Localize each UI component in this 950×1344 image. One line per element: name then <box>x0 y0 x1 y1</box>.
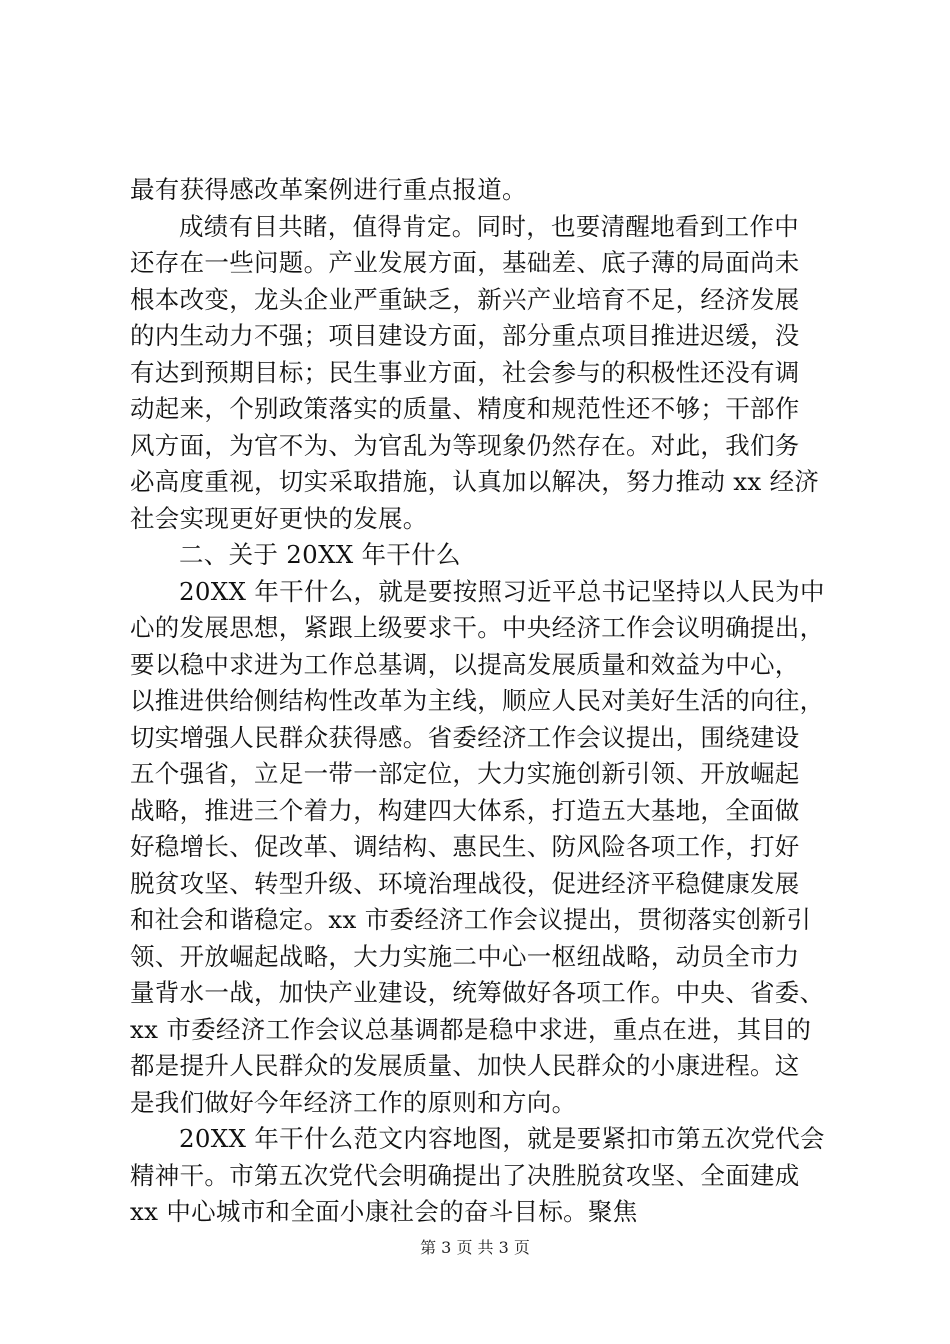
text-line: 脱贫攻坚、转型升级、环境治理战役，促进经济平稳健康发展 <box>130 868 800 898</box>
text-line: 要以稳中求进为工作总基调，以提高发展质量和效益为中心， <box>130 649 800 679</box>
text-line: 是我们做好今年经济工作的原则和方向。 <box>130 1087 577 1117</box>
text-line: 以推进供给侧结构性改革为主线，顺应人民对美好生活的向往， <box>130 686 825 715</box>
document-body <box>130 172 830 1231</box>
text-line: 动起来，个别政策落实的质量、精度和规范性还不够；干部作 <box>130 394 800 423</box>
text-line: 有达到预期目标；民生事业方面，社会参与的积极性还没有调 <box>130 357 800 387</box>
text-line: 的内生动力不强；项目建设方面，部分重点项目推进迟缓，没 <box>130 321 800 350</box>
text-line: 成绩有目共睹，值得肯定。同时，也要清醒地看到工作中 <box>179 211 799 241</box>
text-line: 五个强省，立足一带一部定位，大力实施创新引领、开放崛起 <box>130 759 800 788</box>
text-line: 量背水一战，加快产业建设，统筹做好各项工作。中央、省委、 <box>130 978 825 1007</box>
text-line: 20XX 年干什么，就是要按照习近平总书记坚持以人民为中 <box>179 576 825 606</box>
text-line: 必高度重视，切实采取措施，认真加以解决，努力推动 xx 经济 <box>130 467 820 496</box>
text-line: 好稳增长、促改革、调结构、惠民生、防风险各项工作，打好 <box>130 832 800 861</box>
text-line: 战略，推进三个着力，构建四大体系，打造五大基地，全面做 <box>130 795 800 825</box>
text-line: 还存在一些问题。产业发展方面，基础差、底子薄的局面尚未 <box>130 248 800 277</box>
text-line: 和社会和谐稳定。xx 市委经济工作会议提出，贯彻落实创新引 <box>130 905 812 934</box>
text-line: 切实增强人民群众获得感。省委经济工作会议提出，围绕建设 <box>130 722 800 752</box>
text-line: 根本改变，龙头企业严重缺乏，新兴产业培育不足，经济发展 <box>130 284 800 314</box>
text-line: 最有获得感改革案例进行重点报道。 <box>130 175 527 204</box>
text-line: 领、开放崛起战略，大力实施二中心一枢纽战略，动员全市力 <box>130 941 800 971</box>
page-number: 第 3 页 共 3 页 <box>420 1238 530 1257</box>
text-line: 精神干。市第五次党代会明确提出了决胜脱贫攻坚、全面建成 <box>130 1160 800 1190</box>
text-line: 社会实现更好更快的发展。 <box>130 503 428 533</box>
section-heading: 二、关于 20XX 年干什么 <box>179 540 461 569</box>
text-line: 20XX 年干什么范文内容地图，就是要紧扣市第五次党代会 <box>179 1124 825 1153</box>
text-line: 风方面，为官不为、为官乱为等现象仍然存在。对此，我们务 <box>130 430 800 460</box>
text-line: xx 中心城市和全面小康社会的奋斗目标。聚焦 <box>130 1197 638 1226</box>
text-line: xx 市委经济工作会议总基调都是稳中求进，重点在进，其目的 <box>130 1014 812 1044</box>
text-line: 心的发展思想，紧跟上级要求干。中央经济工作会议明确提出， <box>130 613 825 642</box>
text-line: 都是提升人民群众的发展质量、加快人民群众的小康进程。这 <box>130 1051 800 1080</box>
